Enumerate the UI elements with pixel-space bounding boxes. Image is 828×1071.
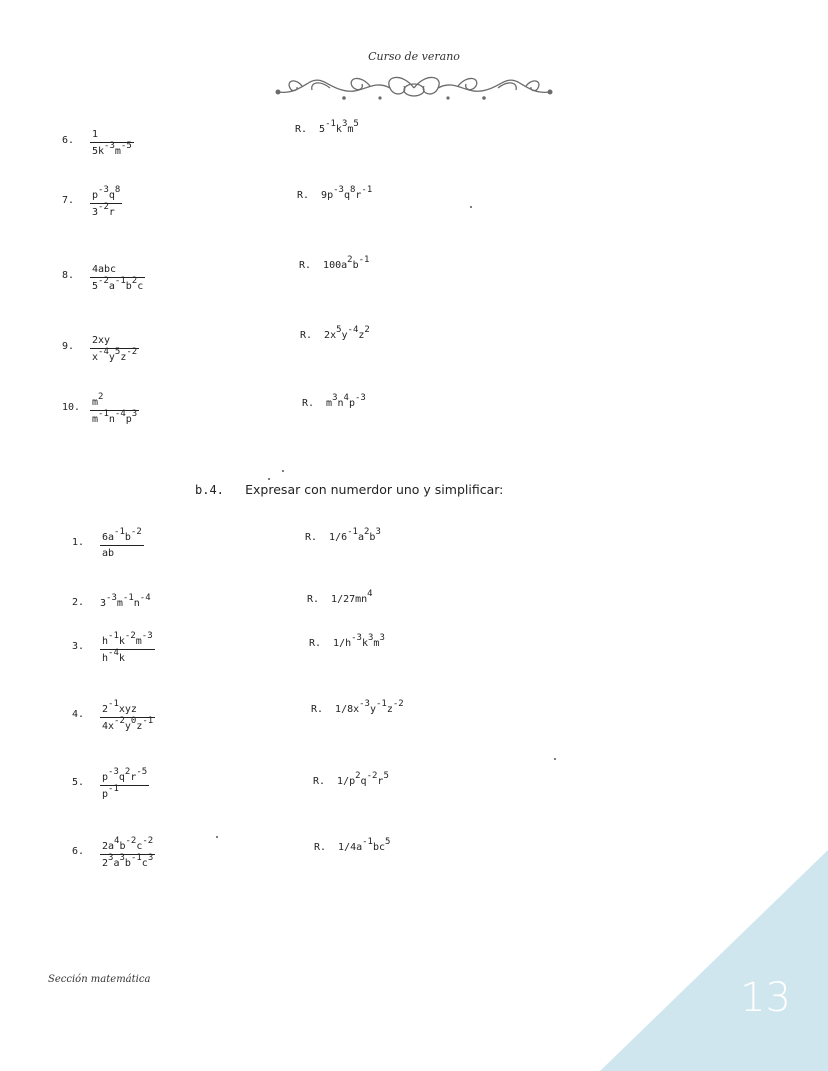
problem-number: 9. xyxy=(62,341,75,352)
fraction-denominator: $x^{-4}y^5z^{-2}$ xyxy=(92,347,138,363)
fraction-numerator: $6a^{-1}b^{-2}$ xyxy=(100,532,144,546)
answer-value: $1/6^{-1}a^2b^3$ xyxy=(329,527,381,543)
answer xyxy=(309,633,385,649)
answer-value: $1/h^{-3}k^3m^3$ xyxy=(333,633,385,649)
problem-fraction xyxy=(100,836,155,869)
answer-value: $9p^{-3}q^8r^{-1}$ xyxy=(321,185,373,201)
fraction-denominator: $p^{-1}$ xyxy=(102,784,119,800)
answer-value: $100a^2b^{-1}$ xyxy=(323,255,370,271)
answer-prefix: R. xyxy=(305,532,318,543)
problem-fraction xyxy=(90,130,134,157)
problem-number: 8. xyxy=(62,270,75,281)
answer-value: $2x^5y^{-4}z^2$ xyxy=(324,325,370,341)
answer xyxy=(311,699,404,715)
answer-value: $1/8x^{-3}y^{-1}z^{-2}$ xyxy=(335,699,404,715)
fraction-numerator: $p^{-3}q^8$ xyxy=(90,190,122,204)
section-b4-label: b.4. xyxy=(195,483,224,497)
answer-prefix: R. xyxy=(313,776,326,787)
fraction-denominator: $3^{-2}r$ xyxy=(92,202,115,218)
answer xyxy=(300,325,370,341)
problem-number: 2. xyxy=(72,597,85,608)
fraction-denominator: $2^3a^3b^{-1}c^3$ xyxy=(102,853,154,869)
problem-expression: $3^{-3}m^{-1}n^{-4}$ xyxy=(100,593,151,609)
fraction-numerator: $m^2$ xyxy=(90,397,139,411)
answer-prefix: R. xyxy=(300,330,313,341)
answer xyxy=(302,393,366,409)
problem-number: 6. xyxy=(62,135,75,146)
problem-fraction xyxy=(90,185,122,218)
problem-fraction xyxy=(100,631,155,664)
fraction-denominator: $h^{-4}k$ xyxy=(102,648,125,664)
fraction-denominator: $4x^{-2}y^0z^{-1}$ xyxy=(102,716,154,732)
answer xyxy=(307,589,373,605)
problem-number: 10. xyxy=(62,402,81,413)
problem-number: 5. xyxy=(72,777,85,788)
answer-prefix: R. xyxy=(311,704,324,715)
fraction-denominator: $5k^{-3}m^{-5}$ xyxy=(92,141,132,157)
answer-value: $1/4a^{-1}bc^5$ xyxy=(338,837,391,853)
fraction-numerator: 1 xyxy=(90,130,134,143)
answer-value: $1/27mn^4$ xyxy=(331,589,373,605)
ornament-divider-icon xyxy=(272,68,556,108)
problem-fraction xyxy=(90,392,139,425)
answer-prefix: R. xyxy=(314,842,327,853)
section-b4-title: Expresar con numerdor uno y simplificar: xyxy=(245,482,504,497)
fraction-numerator: $2a^4b^{-2}c^{-2}$ xyxy=(100,841,155,855)
answer xyxy=(305,527,381,543)
answer xyxy=(295,119,359,135)
problem-number: 3. xyxy=(72,641,85,652)
problem-number: 6. xyxy=(72,846,85,857)
problem-fraction xyxy=(100,527,144,559)
header-title: Curso de verano xyxy=(368,50,460,63)
answer-value: $m^3n^4p^{-3}$ xyxy=(326,393,366,409)
answer-prefix: R. xyxy=(297,190,310,201)
section-b4-heading xyxy=(195,482,503,497)
answer-prefix: R. xyxy=(307,594,320,605)
page-number: 13 xyxy=(740,975,791,1021)
answer xyxy=(299,255,370,271)
answer-value: $5^{-1}k^3m^5$ xyxy=(319,119,359,135)
fraction-numerator: 2xy xyxy=(90,336,139,349)
problem-number: 4. xyxy=(72,709,85,720)
fraction-numerator: $p^{-3}q^2r^{-5}$ xyxy=(100,772,149,786)
fraction-denominator: $5^{-2}a^{-1}b^2c$ xyxy=(92,276,144,292)
answer-value: $1/p^2q^{-2}r^5$ xyxy=(337,771,389,787)
fraction-numerator: $h^{-1}k^{-2}m^{-3}$ xyxy=(100,636,155,650)
problem-fraction xyxy=(100,699,155,732)
footer-section-name: Sección matemática xyxy=(48,974,151,985)
fraction-numerator: 4abc xyxy=(90,265,145,278)
problem-fraction xyxy=(90,265,145,292)
answer-prefix: R. xyxy=(295,124,308,135)
problem-fraction xyxy=(100,767,149,800)
problem-number: 7. xyxy=(62,195,75,206)
fraction-denominator: ab xyxy=(102,548,115,559)
answer-prefix: R. xyxy=(302,398,315,409)
fraction-numerator: $2^{-1}xyz$ xyxy=(100,704,155,718)
problem-number: 1. xyxy=(72,537,85,548)
answer-prefix: R. xyxy=(299,260,312,271)
answer xyxy=(313,771,389,787)
fraction-denominator: $m^{-1}n^{-4}p^3$ xyxy=(92,409,138,425)
answer-prefix: R. xyxy=(309,638,322,649)
answer xyxy=(297,185,373,201)
answer xyxy=(314,837,391,853)
problem-fraction xyxy=(90,336,139,363)
